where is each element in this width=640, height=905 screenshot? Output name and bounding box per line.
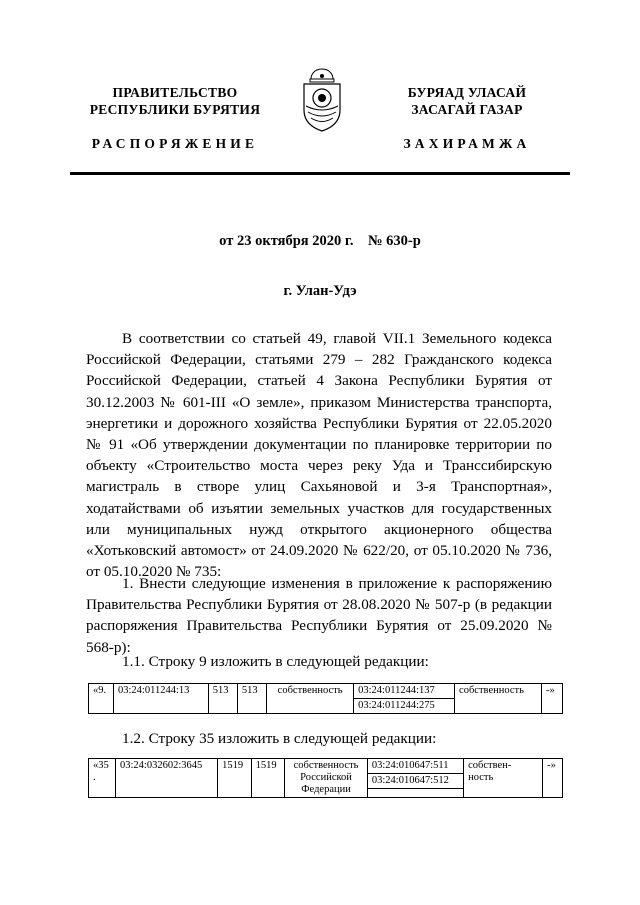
row-9-table — [88, 683, 563, 714]
row-9-right: собственность — [267, 684, 354, 714]
issuer-left-line2: РЕСПУБЛИКИ БУРЯТИЯ — [89, 102, 261, 117]
row-35-area1: 1519 — [218, 759, 252, 798]
row-35-cadastral: 03:24:032602:3645 — [116, 759, 218, 798]
row-35-area2: 1519 — [251, 759, 285, 798]
header-divider — [70, 172, 570, 175]
date-number: от 23 октября 2020 г. № 630-р — [219, 233, 421, 249]
row-35-num-dot: . — [93, 772, 96, 783]
row-35-sub-cell — [367, 759, 463, 798]
row-9-sub2: 03:24:011244:275 — [354, 699, 455, 714]
row-35-right-line2: Российской — [300, 772, 352, 783]
row-35-right-line3: Федерации — [301, 784, 351, 795]
issuer-left-line1: ПРАВИТЕЛЬСТВО — [112, 85, 238, 100]
buryatia-coat-of-arms-icon — [299, 66, 345, 134]
table-row — [89, 684, 563, 699]
row-35-right-cell — [285, 759, 368, 798]
issuer-right-line2: ЗАСАГАЙ ГАЗАР — [411, 102, 523, 117]
item-1-1-text: 1.1. Строку 9 изложить в следующей редакции: — [122, 653, 429, 670]
row-35-num: «35 — [93, 760, 109, 771]
item-1-2-paragraph — [86, 728, 552, 749]
row-35-right-line1: собственность — [293, 760, 359, 771]
row-35-sub1: 03:24:010647:511 — [368, 759, 463, 774]
doc-type-right: ЗАХИРАМЖА — [403, 136, 531, 151]
row-9-right2: собственность — [455, 684, 542, 714]
row-35-right2-cell — [464, 759, 543, 798]
city: г. Улан-Удэ — [283, 283, 357, 299]
row-35-right2-line2: ность — [468, 772, 494, 783]
issuer-right — [372, 84, 562, 118]
row-9-area2: 513 — [237, 684, 266, 714]
item-1-paragraph — [86, 573, 552, 658]
row-35-end: -» — [543, 759, 563, 798]
row-35-num-cell — [89, 759, 116, 798]
doc-type-left: РАСПОРЯЖЕНИЕ — [91, 136, 259, 151]
row-35-sub2: 03:24:010647:512 — [368, 774, 463, 789]
issuer-left — [80, 84, 270, 118]
row-9-sub1: 03:24:011244:137 — [354, 684, 455, 699]
row-9-cadastral: 03:24:011244:13 — [114, 684, 209, 714]
item-1-1-paragraph — [86, 651, 552, 672]
issuer-right-line1: БУРЯАД УЛАСАЙ — [407, 85, 527, 100]
row-35-right2-line1: собствен- — [468, 760, 512, 771]
preamble-paragraph — [86, 328, 552, 582]
row-9-num: «9. — [89, 684, 114, 714]
table-row — [89, 759, 563, 798]
row-35-table — [88, 758, 563, 798]
item-1-2-text: 1.2. Строку 35 изложить в следующей редакции: — [122, 730, 437, 747]
row-9-end: -» — [542, 684, 563, 714]
row-9-area1: 513 — [208, 684, 237, 714]
preamble-text: В соответствии со статьей 49, главой VII.1 Земельного кодекса Российской Федерации, статьями 279 – 282 Гражданского кодекса Российской Федерации, статьей 4 Закона Республики Бурятия от 30.12.2003 № 601-III «О земле», приказом Министерства транспорта, энергетики и дорожного хозяйства Республики Бурятия от 22.05.2020 № 91 «Об утверждении документации по планировке территории по объекту «Строительство моста через реку Уда и Транссибирскую магистраль в створе улиц Сахьяновой и 3-я Транспортная», ходатайствами об изъятии земельных участков для государственных или муниципальных нужд открытого акционерного общества «Хотьковский автомост» от 24.09.2020 № 622/20, от 05.10.2020 № 736, от 05.10.2020 № 735: — [86, 330, 552, 581]
item-1-text: 1. Внести следующие изменения в приложение к распоряжению Правительства Республики Бурятия от 28.08.2020 № 507-р (в редакции распоряжения Правительства Республики Бурятия от 25.09.2020 № 568-р): — [86, 575, 552, 656]
